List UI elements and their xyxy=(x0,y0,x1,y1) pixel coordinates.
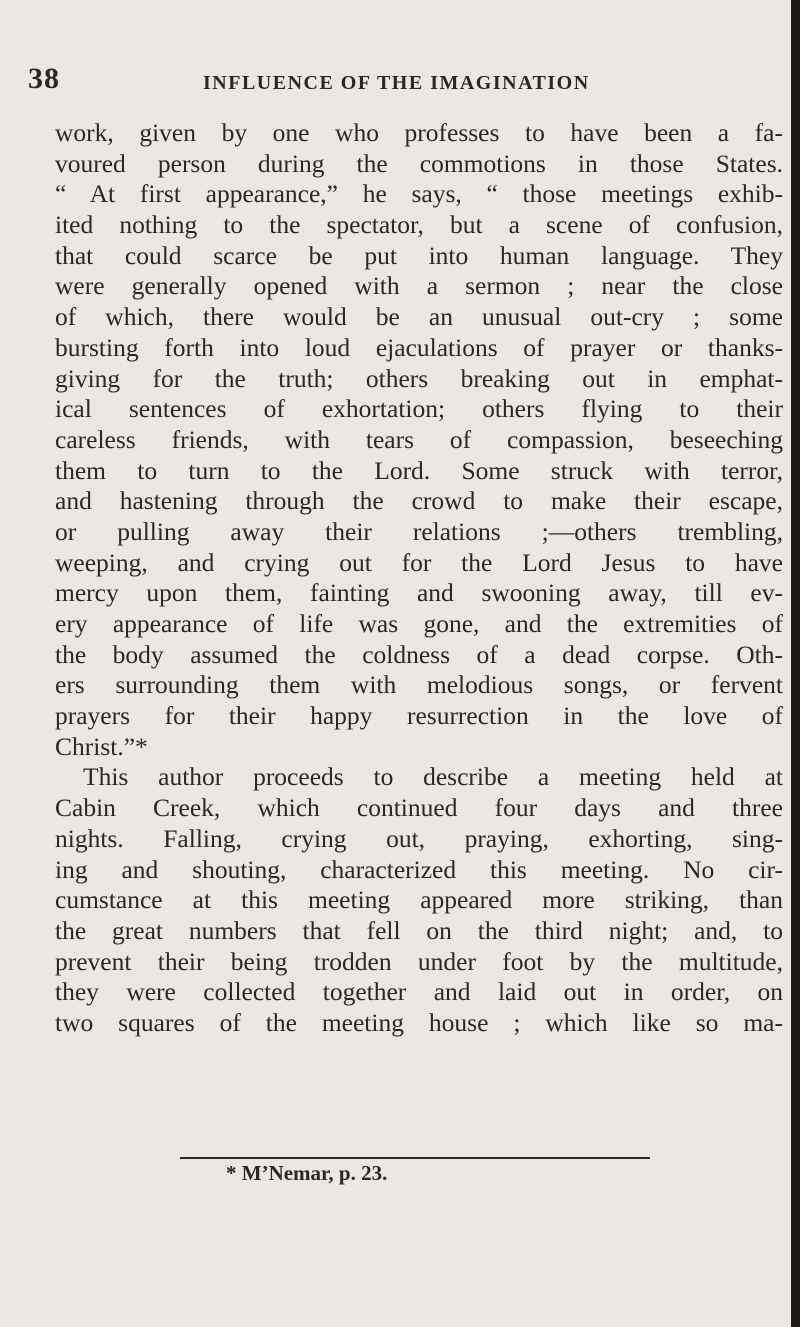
text-line: the great numbers that fell on the third night; and, to xyxy=(55,915,783,945)
text-line-paragraph-start: This author proceeds to describe a meeting held at xyxy=(83,762,783,792)
footnote-divider xyxy=(180,1157,650,1159)
text-line: bursting forth into loud ejaculations of prayer or thanks- xyxy=(55,332,783,362)
body-text xyxy=(55,118,783,1039)
text-line: ical sentences of exhortation; others flying to their xyxy=(55,394,783,424)
text-line: cumstance at this meeting appeared more striking, than xyxy=(55,885,783,915)
text-line: two squares of the meeting house ; which like so ma- xyxy=(55,1007,783,1037)
text-line: ery appearance of life was gone, and the extremities of xyxy=(55,609,783,638)
page-edge-shadow xyxy=(791,0,800,1327)
text-line: ers surrounding them with melodious songs, or fervent xyxy=(55,670,783,700)
text-line: prevent their being trodden under foot by the multitude, xyxy=(55,946,783,976)
text-line: or pulling away their relations ;—others trembling, xyxy=(55,516,783,546)
text-line: they were collected together and laid out in order, on xyxy=(55,977,783,1007)
text-line: were generally opened with a sermon ; near the close xyxy=(55,271,783,301)
footnote: * M’Nemar, p. 23. xyxy=(226,1161,388,1185)
text-line: weeping, and crying out for the Lord Jesus to have xyxy=(55,547,783,577)
text-line: the body assumed the coldness of a dead corpse. Oth- xyxy=(55,639,783,669)
text-line: work, given by one who professes to have been a fa- xyxy=(55,118,783,147)
text-line: nights. Falling, crying out, praying, exhorting, sing- xyxy=(55,823,783,853)
text-line: them to turn to the Lord. Some struck with terror, xyxy=(55,455,783,485)
text-line: giving for the truth; others breaking out in emphat- xyxy=(55,363,783,393)
running-head: INFLUENCE OF THE IMAGINATION xyxy=(203,72,590,94)
text-line: of which, there would be an unusual out-cry ; some xyxy=(55,302,783,332)
text-line: careless friends, with tears of compassion, beseeching xyxy=(55,424,783,454)
page-number: 38 xyxy=(28,62,60,95)
text-line: Cabin Creek, which continued four days and three xyxy=(55,793,783,823)
text-line: and hastening through the crowd to make their escape, xyxy=(55,486,783,516)
page-header xyxy=(0,62,800,102)
text-line: ited nothing to the spectator, but a scene of confusion, xyxy=(55,210,783,240)
text-line: prayers for their happy resurrection in the love of xyxy=(55,701,783,731)
text-line: ing and shouting, characterized this meeting. No cir- xyxy=(55,854,783,884)
text-line-paragraph-end: Christ.”* xyxy=(55,731,148,761)
text-line: voured person during the commotions in those States. xyxy=(55,148,783,178)
text-line: that could scarce be put into human language. They xyxy=(55,240,783,270)
text-line: “ At first appearance,” he says, “ those meetings exhib- xyxy=(55,179,783,209)
text-line: mercy upon them, fainting and swooning away, till ev- xyxy=(55,578,783,608)
